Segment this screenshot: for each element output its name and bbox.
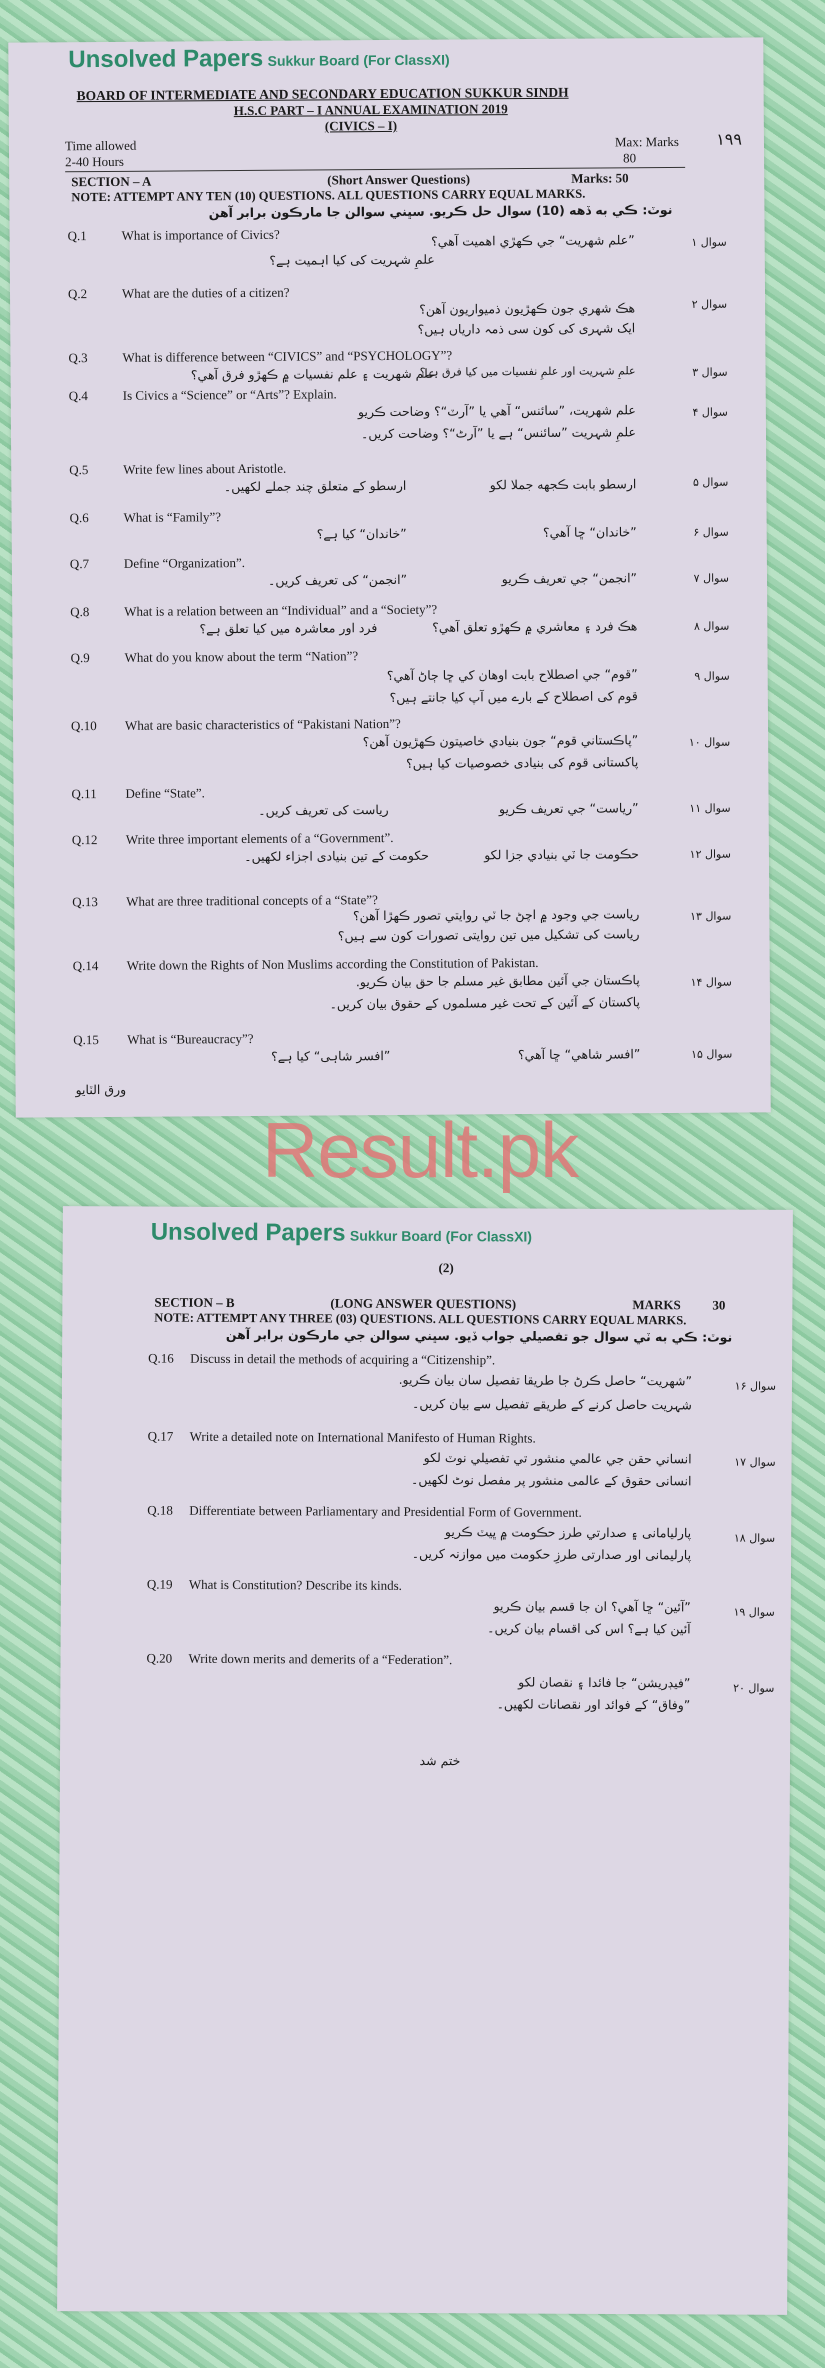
section-b-marks-value: 30: [712, 1297, 726, 1313]
question-paper-page-1: [8, 37, 770, 1117]
question-text-en: Write few lines about Aristotle.: [123, 460, 287, 477]
question-text-en: Write three important elements of a “Government”.: [125, 829, 394, 847]
question-text-sindhi: ”قوم“ جي اصطلاح بابت اوهان کي ڇا ڄاڻ آهي؟: [386, 666, 638, 684]
question-number: Q.15: [73, 1032, 99, 1048]
section-a-label: SECTION – A: [71, 173, 152, 190]
question-label-urdu: سوال ۶: [693, 525, 729, 539]
section-a-marks: Marks: 50: [571, 170, 629, 186]
question-label-urdu: سوال ۲: [691, 297, 728, 311]
question-text-en: What is Constitution? Describe its kinds.: [188, 1576, 403, 1593]
section-b-title: (LONG ANSWER QUESTIONS): [330, 1295, 517, 1312]
question-text-en: What are the duties of a citizen?: [121, 284, 290, 301]
question-text-urdu: ارسطو کے متعلق چند جملے لکھیں۔: [223, 477, 407, 495]
section-b-marks-label: MARKS: [632, 1297, 681, 1313]
question-text-en: What is “Bureaucracy”?: [127, 1030, 254, 1047]
question-label-urdu: سوال ۱۱: [689, 801, 731, 815]
question-text-en: What is a relation between an “Individual” and a “Society”?: [124, 601, 438, 619]
question-number: Q.8: [70, 604, 90, 620]
max-marks-label: Max: Marks: [614, 133, 679, 150]
question-text-sindhi: هڪ فرد ۽ معاشري ۾ ڪهڙو تعلق آهي؟: [432, 618, 638, 635]
end-mark: ختم شد: [419, 1752, 461, 1769]
question-text-sindhi: انساني حقن جي عالمي منشور تي تفصيلي نوٽ لکو: [423, 1449, 692, 1467]
question-number: Q.12: [71, 832, 98, 848]
exam-line: H.S.C PART – I ANNUAL EXAMINATION 2019: [233, 101, 508, 119]
question-text-en: What do you know about the term “Nation”?: [124, 648, 359, 665]
question-text-en: Write a detailed note on International Manifesto of Human Rights.: [189, 1428, 536, 1446]
brand-main: Unsolved Papers: [68, 44, 264, 74]
question-text-urdu: ”انجمن“ کی تعریف کریں۔: [267, 571, 408, 588]
question-text-sindhi: ارسطو بابت ڪجهه جملا لکو: [489, 476, 637, 493]
question-text-en: Write down merits and demerits of a “Federation”.: [188, 1650, 453, 1668]
question-label-urdu: سوال ۱۴: [690, 975, 732, 989]
question-number: Q.19: [146, 1576, 173, 1592]
question-label-urdu: سوال ۱۰: [688, 735, 731, 749]
question-label-urdu: سوال ۳: [692, 365, 728, 379]
question-text-sindhi: هڪ شهري جون ڪهڙيون ذميواريون آهن؟: [419, 300, 636, 317]
turn-over-note: ورق الٽايو: [75, 1081, 127, 1098]
subject-title: (CIVICS – I): [324, 117, 398, 134]
page-number: (2): [438, 1260, 454, 1276]
section-a-note-urdu: نوٽ: ڪي به ڏهه (10) سوال حل ڪريو. سڀني سوالن جا مارڪون برابر آهن: [208, 202, 673, 221]
question-label-urdu: سوال ۸: [693, 619, 730, 633]
question-number: Q.7: [69, 556, 90, 572]
question-text-sindhi: ”رياست“ جي تعريف ڪريو: [498, 800, 639, 817]
question-text-sindhi: ”علم شهريت“ جي ڪهڙي اهميت آهي؟: [431, 232, 635, 249]
question-label-urdu: سوال ۱۲: [689, 847, 731, 861]
question-number: Q.16: [148, 1350, 174, 1366]
question-text-en: What is “Family”?: [123, 509, 222, 525]
question-number: Q.14: [72, 958, 99, 974]
question-text-sindhi: پاڪستان جي آئين مطابق غير مسلم جا حق بيان ڪريو.: [355, 972, 640, 990]
question-label-urdu: سوال ۴: [692, 405, 728, 419]
question-label-urdu: سوال ۵: [692, 475, 729, 489]
question-label-urdu: سوال ۱۷: [734, 1455, 776, 1469]
question-text-sindhi: ”خاندان“ ڇا آهي؟: [542, 524, 637, 540]
question-number: Q.2: [67, 286, 88, 302]
question-text-en: What are basic characteristics of “Pakistani Nation”?: [124, 715, 401, 733]
question-text-sindhi: ”پاڪستاني قوم“ جون بنيادي خاصيتون ڪهڙيون آهن؟: [362, 732, 639, 750]
question-text-en: Is Civics a “Science” or “Arts”? Explain.: [122, 386, 337, 403]
brand-header: [151, 1219, 532, 1249]
question-text-en: What is difference between “CIVICS” and “PSYCHOLOGY”?: [122, 347, 453, 365]
section-b-note-urdu: نوٽ: ڪي به ٽي سوال جو تفصيلي جواب ڏيو. سڀني سوالن جي مارڪون برابر آهن: [225, 1326, 733, 1345]
question-number: Q.13: [72, 894, 98, 910]
question-label-urdu: سوال ۷: [693, 571, 730, 585]
question-text-urdu: پارلیمانی اور صدارتی طرزِ حکومت میں موازنہ کریں۔: [411, 1545, 692, 1563]
question-text-en: Write down the Rights of Non Muslims according the Constitution of Pakistan.: [126, 954, 539, 973]
question-number: Q.20: [146, 1650, 173, 1666]
question-text-urdu: حکومت کے تین بنیادی اجزاء لکھیں۔: [244, 847, 429, 865]
handwritten-page-number: ۱۹۹: [716, 129, 743, 149]
section-b-note: NOTE: ATTEMPT ANY THREE (03) QUESTIONS. ALL QUESTIONS CARRY EQUAL MARKS.: [154, 1310, 687, 1328]
question-label-urdu: سوال ۱۶: [734, 1379, 776, 1393]
question-text-sindhi: ”افسر شاهي“ ڇا آهي؟: [517, 1046, 641, 1063]
question-label-urdu: سوال ۱۳: [690, 909, 732, 923]
question-text-en: Discuss in detail the methods of acquiring a “Citizenship”.: [190, 1350, 496, 1368]
question-number: Q.4: [68, 388, 88, 404]
brand-sub: Sukkur Board (For ClassXI): [267, 51, 450, 69]
question-text-urdu: ”افسر شاہی“ کیا ہے؟: [271, 1048, 391, 1064]
question-label-urdu: سوال ۱: [691, 235, 727, 249]
question-number: Q.3: [68, 350, 88, 366]
question-text-sindhi: ”انجمن“ جي تعريف ڪريو: [501, 570, 638, 587]
board-line: BOARD OF INTERMEDIATE AND SECONDARY EDUCATION SUKKUR SINDH: [76, 84, 569, 104]
question-text-urdu: ایک شہری کی کون سی ذمہ داریاں ہیں؟: [417, 320, 636, 337]
question-text-sindhi: ”آئين“ ڇا آهي؟ ان جا قسم بيان ڪريو: [493, 1598, 691, 1615]
question-text-urdu: قوم کی اصطلاح کے بارے میں آپ کیا جانتے ہیں؟: [389, 688, 638, 706]
question-text-urdu: پاکستانی قوم کی بنیادی خصوصیات کیا ہیں؟: [406, 754, 639, 771]
question-text-urdu: شہریت حاصل کرنے کے طریقے تفصیل سے بیان کریں۔: [411, 1395, 692, 1413]
question-text-en: Define “State”.: [125, 785, 205, 801]
time-allowed-value: 2-40 Hours: [65, 153, 124, 170]
time-allowed-label: Time allowed: [64, 137, 137, 154]
question-text-sindhi: ”شهريت“ حاصل ڪرڻ جا طريقا تفصيل سان بيان ڪريو.: [398, 1371, 693, 1389]
section-a-title: (Short Answer Questions): [327, 171, 471, 188]
question-number: Q.5: [69, 462, 89, 478]
question-label-urdu: سوال ۱۹: [733, 1605, 775, 1619]
question-label-urdu: سوال ۱۸: [733, 1531, 776, 1545]
max-marks-value: 80: [623, 150, 637, 166]
question-number: Q.11: [71, 786, 97, 802]
question-number: Q.18: [147, 1502, 173, 1518]
question-text-sindhi: پارليامانی ۽ صدارتي طرز حڪومت ۾ ڀيٽ ڪريو: [444, 1524, 692, 1541]
question-text-urdu: فرد اور معاشرہ میں کیا تعلق ہے؟: [199, 620, 378, 637]
brand-header: [68, 44, 449, 75]
question-text-sindhi: ”فيڊريشن“ جا فائدا ۽ نقصان لکو: [518, 1674, 691, 1691]
question-text-urdu: آئین کیا ہے؟ اس کی اقسام بیان کریں۔: [487, 1620, 691, 1637]
question-number: Q.6: [69, 510, 89, 526]
question-text-urdu: پاکستان کے آئین کے تحت غیر مسلموں کے حقوق بیان کریں۔: [329, 994, 641, 1012]
question-text-sindhi: علم شهريت، ”سائنس“ آهي يا ”آرٽ“؟ وضاحت ڪريو: [357, 402, 636, 420]
question-text-urdu: علمِ شہریت ”سائنس“ ہے یا ”آرٹ“؟ وضاحت کریں۔: [360, 424, 637, 442]
question-text-urdu: ریاست کی تعریف کریں۔: [258, 802, 389, 818]
question-text-sindhi: رياست جي وجود ۾ اچڻ جا ٽي روايتي تصور ڪهڙا آهن؟: [352, 906, 640, 924]
section-b-label: SECTION – B: [154, 1294, 235, 1310]
brand-sub: Sukkur Board (For ClassXI): [349, 1227, 533, 1245]
question-label-urdu: سوال ۱۵: [691, 1047, 733, 1061]
question-text-en: Define “Organization”.: [123, 555, 245, 571]
question-text-sindhi: حڪومت جا ٽي بنيادي جزا لکو: [484, 846, 639, 863]
question-number: Q.17: [147, 1428, 174, 1444]
question-text-urdu: ”خاندان“ کیا ہے؟: [316, 525, 407, 542]
question-number: Q.10: [70, 718, 97, 734]
question-text-en: Differentiate between Parliamentary and Presidential Form of Government.: [189, 1502, 582, 1520]
question-label-urdu: سوال ۲۰: [733, 1681, 775, 1695]
question-text-urdu: ریاست کی تشکیل میں تین روایتی تصورات کون سے ہیں؟: [337, 926, 640, 944]
question-text-urdu: انسانی حقوق کے عالمی منشور پر مفصل نوٹ لکھیں۔: [411, 1471, 692, 1489]
question-paper-page-2: [57, 1206, 793, 2315]
section-a-note: NOTE: ATTEMPT ANY TEN (10) QUESTIONS. ALL QUESTIONS CARRY EQUAL MARKS.: [71, 186, 586, 205]
question-text-urdu: ”وفاق“ کے فوائد اور نقصانات لکھیں۔: [496, 1696, 691, 1713]
question-number: Q.1: [67, 228, 87, 244]
question-number: Q.9: [70, 650, 90, 666]
brand-main: Unsolved Papers: [150, 1218, 346, 1247]
question-text-en: What are three traditional concepts of a “State”?: [126, 892, 378, 909]
question-text-urdu: علمِ شہریت کی کیا اہمیت ہے؟: [269, 251, 435, 268]
question-text-sindhi: علم شهريت ۽ علم نفسيات ۾ ڪهڙو فرق آهي؟: [190, 365, 436, 383]
question-label-urdu: سوال ۹: [694, 669, 730, 683]
question-text-en: What is importance of Civics?: [121, 226, 280, 243]
question-text-urdu: علمِ شہریت اور علمِ نفسیات میں کیا فرق ہے؟: [419, 364, 636, 379]
result-pk-watermark: Result.pk: [262, 1106, 579, 1194]
